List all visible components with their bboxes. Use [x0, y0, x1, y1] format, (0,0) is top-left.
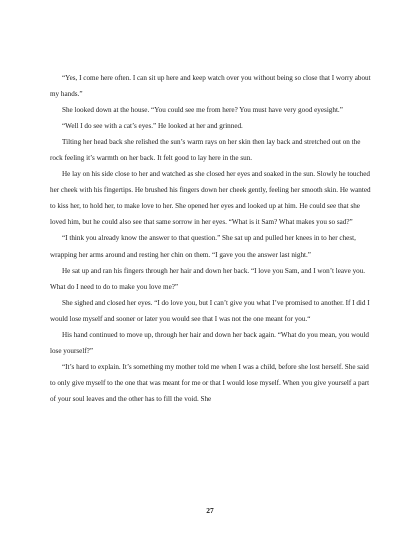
body-text — [50, 70, 374, 407]
paragraph: She looked down at the house. “You could see me from here? You must have very good eyesight.” — [62, 106, 343, 115]
page-number: 27 — [206, 506, 214, 515]
paragraph: “It’s hard to explain. It’s something my mother told me when I was a child, before she lost herself. She said to only give myself to the one that was meant for me or that I would lose myself. When you give yourself a part of your soul leaves and the other has to fill the void. She — [50, 362, 370, 403]
paragraph: Tilting her head back she relished the sun’s warm rays on her skin then lay back and stretched out on the rock feeling it’s warmth on her back. It felt good to lay here in the sun. — [50, 138, 361, 163]
paragraph: He sat up and ran his fingers through her hair and down her back. “I love you Sam, and I won’t leave you. What do I need to do to make you love me?” — [50, 266, 366, 291]
paragraph: He lay on his side close to her and watched as she closed her eyes and soaked in the sun. Slowly he touched her cheek with his fingertips. He brushed his fingers down her cheek gently, feeling her smooth skin. He wanted to kiss her, to hold her, to make love to her. She opened her eyes and looked up at him. He could see that she loved him, but he could also see that same sorrow in her eyes. “What is it Sam? What makes you so sad?” — [50, 170, 371, 227]
paragraph: “I think you already know the answer to that question.” She sat up and pulled her knees in to her chest, wrapping her arms around and resting her chin on them. “I gave you the answer last night.” — [50, 234, 356, 259]
paragraph: “Yes, I come here often. I can sit up here and keep watch over you without being so close that I worry about my hands.” — [50, 74, 371, 99]
paragraph: “Well I do see with a cat’s eyes.” He looked at her and grinned. — [62, 122, 243, 131]
paragraph: His hand continued to move up, through her hair and down her back again. “What do you mean, you would lose yourself?” — [50, 330, 369, 355]
paragraph: She sighed and closed her eyes. “I do love you, but I can’t give you what I’ve promised to another. If I did I would lose myself and sooner or later you would see that I was not the one meant for you.“ — [50, 298, 370, 323]
